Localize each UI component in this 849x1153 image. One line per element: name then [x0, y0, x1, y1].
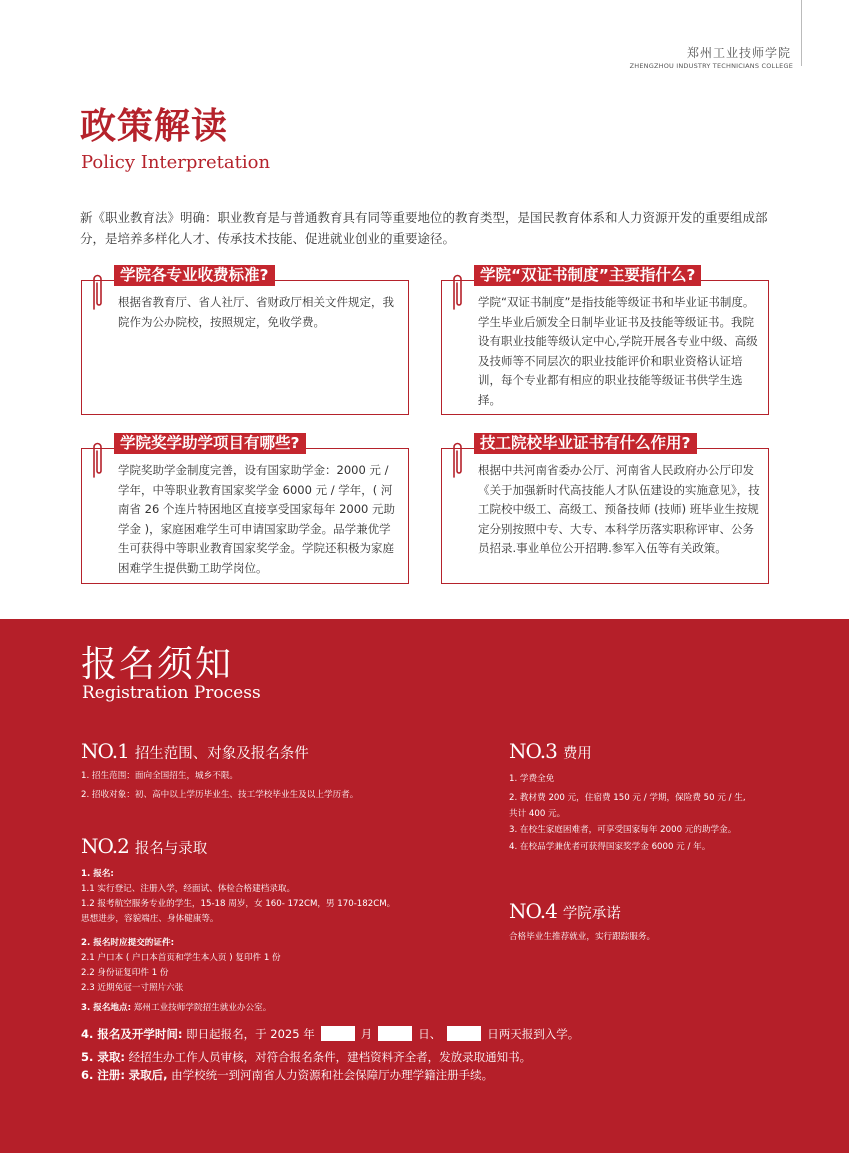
policy-card-title: 学院奖学助学项目有哪些? — [114, 433, 306, 454]
paperclip-icon — [90, 439, 104, 479]
no1-label: 招生范围、对象及报名条件 — [134, 746, 309, 762]
no2-subtitle — [81, 935, 174, 951]
no1-line: 2. 招收对象：初、高中以上学历毕业生、技工学校毕业生及以上学历者。 — [81, 790, 359, 800]
no4-heading — [509, 899, 621, 923]
no3-number: NO.3 — [509, 739, 557, 763]
day-blank-1 — [378, 1026, 412, 1041]
no2-line: 思想进步，容貌端庄、身体健康等。 — [81, 914, 219, 924]
day-blank-2 — [447, 1026, 481, 1041]
no3-line: 共计 400 元。 — [509, 809, 566, 819]
no3-heading — [509, 739, 592, 763]
paperclip-icon — [450, 271, 464, 311]
no2-s5-label: 5. 录取: — [81, 1050, 125, 1064]
no3-label: 费用 — [562, 746, 592, 762]
policy-intro: 新《职业教育法》明确：职业教育是与普通教育具有同等重要地位的教育类型，是国民教育体系和人力资源开发的重要组成部分，是培养多样化人才、传承技术技能、促进就业创业的重要途径。 — [80, 210, 768, 246]
no4-text: 合格毕业生推荐就业，实行跟踪服务。 — [509, 932, 656, 942]
no2-s3-label: 3. 报名地点: — [81, 1003, 132, 1013]
no3-line: 2. 教材费 200 元，住宿费 150 元 / 学期，保险费 50 元 / 生, — [509, 793, 746, 803]
policy-card-body: 根据省教育厅、省人社厅、省财政厅相关文件规定，我院作为公办院校，按照规定，免收学费。 — [118, 295, 394, 329]
no2-line: 1.1 实行登记、注册入学，经面试、体检合格建档录取。 — [81, 884, 296, 894]
no2-line: 1.2 报考航空服务专业的学生，15-18 周岁，女 160- 172CM，男 170-182CM。 — [81, 899, 396, 909]
no2-s4-b: 月 — [360, 1027, 373, 1041]
no2-s5-text: 经招生办工作人员审核，对符合报名条件，建档资料齐全者，发放录取通知书。 — [128, 1050, 532, 1064]
no2-admission — [81, 1047, 531, 1067]
no3-line: 1. 学费全免 — [509, 774, 555, 784]
no2-s1-title: 1. 报名: — [81, 869, 114, 879]
no2-enrollment — [81, 1065, 493, 1085]
no2-s6-label2: 录取后, — [128, 1068, 168, 1082]
no2-schedule — [81, 1024, 579, 1044]
no4-number: NO.4 — [509, 899, 557, 923]
no2-label: 报名与录取 — [134, 841, 208, 857]
no1-line: 1. 招生范围：面向全国招生，城乡不限。 — [81, 771, 239, 781]
no2-subtitle — [81, 866, 114, 882]
policy-card-body: 根据中共河南省委办公厅、河南省人民政府办公厅印发《关于加强新时代高技能人才队伍建设的实施意见》，技工院校中级工、高级工、预备技师 (技师) 班毕业生按规定分别按照中专、大专、本科学历落实职称评审、公务员招录.事业单位公开招聘.参军入伍等有关政策。 — [478, 463, 760, 556]
header-divider — [801, 0, 802, 66]
paperclip-icon — [90, 271, 104, 311]
no2-s4-label: 4. 报名及开学时间: — [81, 1027, 183, 1041]
no2-number: NO.2 — [81, 834, 129, 858]
no2-s6-label: 6. 注册: — [81, 1068, 125, 1082]
no2-s4-a: 即日起报名，于 2025 年 — [186, 1027, 315, 1041]
paperclip-icon — [450, 439, 464, 479]
no2-s3-text: 郑州工业技师学院招生就业办公室。 — [133, 1003, 272, 1013]
no3-line: 3. 在校生家庭困难者，可享受国家每年 2000 元的助学金。 — [509, 825, 737, 835]
college-name-en: ZHENGZHOU INDUSTRY TECHNICIANS COLLEGE — [629, 62, 793, 70]
no1-heading — [81, 739, 309, 763]
policy-card-title: 学院“双证书制度”主要指什么? — [474, 265, 701, 286]
policy-subtitle: Policy Interpretation — [81, 152, 271, 173]
registration-section — [0, 619, 849, 1153]
no2-line: 2.3 近期免冠一寸照片六张 — [81, 983, 184, 993]
no2-s6-text: 由学校统一到河南省人力资源和社会保障厅办理学籍注册手续。 — [171, 1068, 494, 1082]
policy-card-body: 学院“双证书制度”是指技能等级证书和毕业证书制度。学生毕业后颁发全日制毕业证书及技能等级证书。我院设有职业技能等级认定中心,学院开展各专业中级、高级及技师等不同层次的职业技能评价和职业资格认证培训，每个专业都有相应的职业技能等级证书供学生选择。 — [478, 295, 758, 407]
month-blank — [321, 1026, 355, 1041]
registration-subtitle: Registration Process — [82, 683, 261, 703]
policy-card-title: 技工院校毕业证书有什么作用? — [474, 433, 697, 454]
no2-location — [81, 1000, 271, 1016]
no2-line: 2.2 身份证复印件 1 份 — [81, 968, 169, 978]
no2-heading — [81, 834, 207, 858]
registration-title: 报名须知 — [81, 644, 234, 685]
policy-card-body: 学院奖助学金制度完善，设有国家助学金：2000 元 / 学年，中等职业教育国家奖学金 6000 元 / 学年，( 河南省 26 个连片特困地区直接享受国家每年 2000 元助学金 )，家庭困难学生可申请国家助学金。品学兼优学生可获得中等职业教育国家奖学金。学院还积极为家庭困难学生提供勤工助学岗位。 — [118, 463, 396, 575]
no4-label: 学院承诺 — [562, 906, 621, 922]
no2-s2-title: 2. 报名时应提交的证件: — [81, 938, 175, 948]
college-name-cn: 郑州工业技师学院 — [686, 46, 791, 60]
policy-title: 政策解读 — [80, 105, 229, 147]
no3-line: 4. 在校品学兼优者可获得国家奖学金 6000 元 / 年。 — [509, 842, 711, 852]
no2-s4-d: 日两天报到入学。 — [487, 1027, 580, 1041]
no2-line: 2.1 户口本 ( 户口本首页和学生本人页 ) 复印件 1 份 — [81, 953, 281, 963]
no1-number: NO.1 — [81, 739, 129, 763]
no2-s4-c: 日、 — [418, 1027, 442, 1041]
policy-card-title: 学院各专业收费标准? — [114, 265, 275, 286]
